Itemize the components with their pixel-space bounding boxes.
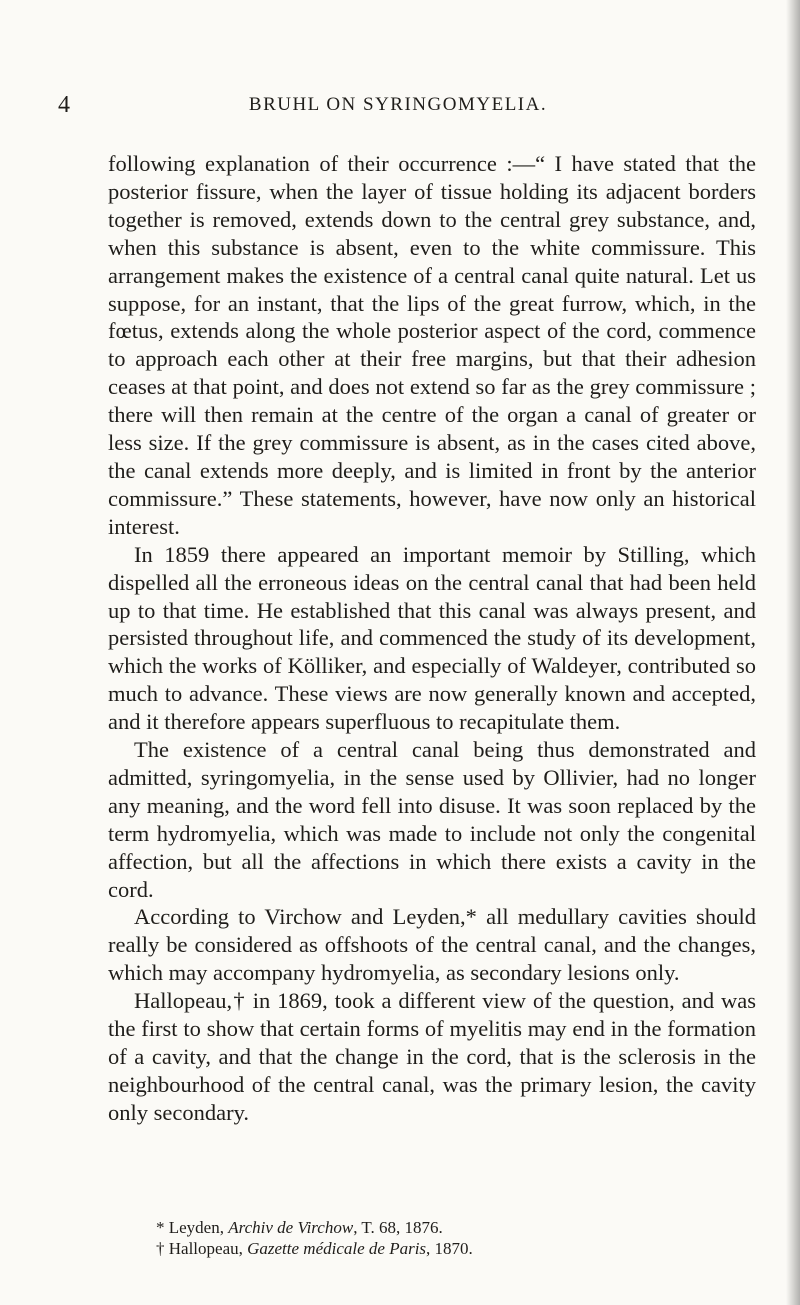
footnotes [156,1217,756,1259]
footnote-details: , 1870. [426,1239,473,1258]
paragraph-4: According to Virchow and Leyden,* all medullary cavities should really be considered as offshoots of the central canal, and the changes, which may accompany hydromyelia, as secondary lesions only. [108,904,756,986]
footnote-author: Leyden, [168,1218,229,1237]
body-text [108,150,756,1127]
footnote-author: Hallopeau, [168,1239,248,1258]
paragraph-3: The existence of a central canal being thus demonstrated and admitted, syringomyelia, in the sense used by Ollivier, had no longer any meaning, and the word fell into disuse. It was soon replaced by the term hydromyelia, which was made to include not only the congenital affection, but all the affections in which there exists a cavity in the cord. [108,737,756,902]
running-title: BRUHL ON SYRINGOMYELIA. [248,94,548,115]
running-head [58,86,738,122]
footnote-mark: † [156,1239,169,1258]
paragraph-1: following explanation of their occurrence :—“ I have stated that the posterior fissure, when the layer of tissue holding its adjacent borders together is removed, extends down to the central grey substance, and, when this substance is absent, even to the white commissure. This arrangement makes the existence of a central canal quite natural. Let us suppose, for an instant, that the lips of the great furrow, which, in the fœtus, extends along the whole posterior aspect of the cord, commence to approach each other at their free margins, but that their adhesion ceases at that point, and does not extend so far as the grey commissure ; there will then remain at the centre of the organ a canal of greater or less size. If the grey commissure is absent, as in the cases cited above, the canal extends more deeply, and is limited in front by the anterior commissure.” These statements, however, have now only an historical interest. [108,151,756,539]
footnote-leyden [156,1217,756,1238]
footnote-mark: * [156,1218,169,1237]
paragraph-2: In 1859 there appeared an important memoir by Stilling, which dispelled all the erroneous ideas on the central canal that had been held up to that time. He established that this canal was always present, and persisted throughout life, and commenced the study of its development, which the works of Kölliker, and especially of Waldeyer, contributed so much to advance. These views are now generally known and accepted, and it therefore appears superfluous to recapitulate them. [108,541,756,735]
footnote-journal: Gazette médicale de Paris [247,1239,427,1258]
footnote-journal: Archiv de Virchow [228,1218,354,1237]
footnote-details: , T. 68, 1876. [353,1218,443,1237]
page-edge-shadow [786,0,800,1305]
footnote-hallopeau [156,1238,756,1259]
paragraph-5: Hallopeau,† in 1869, took a different view of the question, and was the first to show that certain forms of myelitis may end in the formation of a cavity, and that the change in the cord, that is the sclerosis in the neighbourhood of the central canal, was the primary lesion, the cavity only secondary. [108,988,756,1125]
page-number: 4 [58,92,70,118]
